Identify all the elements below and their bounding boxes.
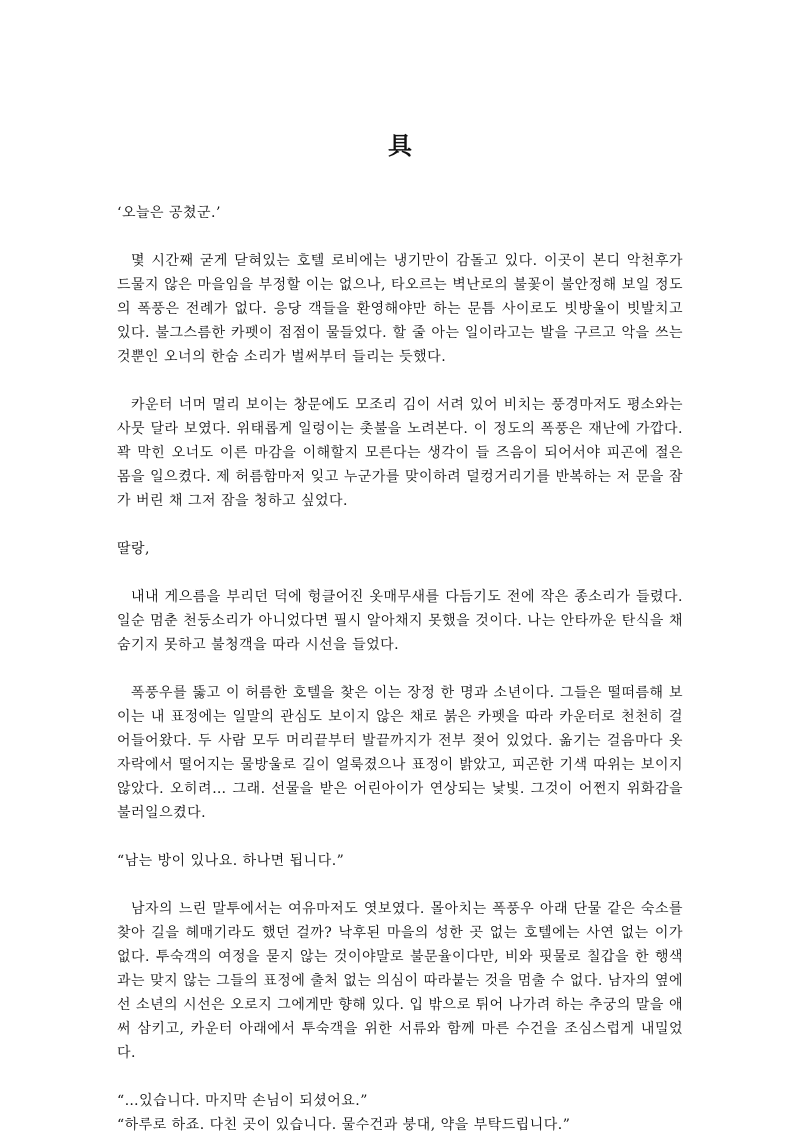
paragraph-lobby: 몇 시간째 굳게 닫혀있는 호텔 로비에는 냉기만이 감돌고 있다. 이곳이 본디 악천후가 드물지 않은 마을임을 부정할 이는 없으나, 타오르는 벽난로의 불꽃이 불안정해 보일 정도의 폭풍은 전례가 없다. 응당 객들을 환영해야만 하는 문틈 사이로도 빗방울이 빗발치고 있다. 불그스름한 카펫이 점점이 물들었다. 할 줄 아는 일이라고는 발을 구르고 악을 쓰는 것뿐인 오너의 한숨 소리가 벌써부터 들리는 듯했다. (117, 253, 683, 365)
paragraph-man: 남자의 느린 말투에서는 여유마저도 엿보였다. 몰아치는 폭풍우 아래 단물 같은 숙소를 찾아 길을 헤매기라도 했던 걸까? 낙후된 마을의 성한 곳 없는 호텔에는 사연 없는 이가 없다. 투숙객의 여정을 묻지 않는 것이야말로 불문율이다만, 비와 핏물로 칠갑을 한 행색과는 맞지 않는 그들의 표정에 출처 없는 의심이 따라붙는 것을 멈출 수 없다. 남자의 옆에 선 소년의 시선은 오로지 그에게만 향해 있다. 입 밖으로 튀어 나가려 하는 추궁의 말을 애써 삼키고, 카운터 아래에서 투숙객을 위한 서류와 함께 마른 수건을 조심스럽게 내밀었다. (117, 901, 683, 1061)
paragraph-dialogue-3: “하루로 하죠. 다친 곳이 있습니다. 물수건과 붕대, 약을 부탁드립니다.” (117, 1117, 571, 1133)
story-body (117, 201, 683, 1137)
page-title: 具 (388, 131, 412, 160)
paragraph-dialogue-2: “…있습니다. 마지막 손님이 되셨어요.” (117, 1093, 368, 1109)
paragraph-visitors: 폭풍우를 뚫고 이 허름한 호텔을 찾은 이는 장정 한 명과 소년이다. 그들은 떨떠름해 보이는 내 표정에는 일말의 관심도 보이지 않은 채로 붉은 카펫을 따라 카운터로 천천히 걸어들어왔다. 두 사람 모두 머리끝부터 발끝까지가 전부 젖어 있었다. 옮기는 걸음마다 옷자락에서 떨어지는 물방울로 길이 얼룩졌으나 표정이 밝았고, 피곤한 기색 따위는 보이지 않았다. 오히려… 그래. 선물을 받은 어린아이가 연상되는 낯빛. 그것이 어쩐지 위화감을 불러일으켰다. (117, 685, 683, 821)
paragraph-dialogue-1: “남는 방이 있나요. 하나면 됩니다.” (117, 853, 345, 869)
paragraph-bell-sound: 내내 게으름을 부리던 덕에 헝클어진 옷매무새를 다듬기도 전에 작은 종소리가 들렸다. 일순 멈춘 천둥소리가 아니었다면 필시 알아채지 못했을 것이다. 나는 안타까운 탄식을 채 숨기지 못하고 불청객을 따라 시선을 들었다. (117, 589, 683, 653)
paragraph-counter: 카운터 너머 멀리 보이는 창문에도 모조리 김이 서려 있어 비치는 풍경마저도 평소와는 사뭇 달라 보였다. 위태롭게 일렁이는 촛불을 노려본다. 이 정도의 폭풍은 재난에 가깝다. 꽉 막힌 오너도 이른 마감을 이해할지 모른다는 생각이 들 즈음이 되어서야 피곤에 절은 몸을 일으켰다. 제 허름함마저 잊고 누군가를 맞이하려 덜컹거리기를 반복하는 저 문을 잠가 버린 채 그저 잠을 청하고 싶었다. (117, 397, 683, 509)
paragraph-monologue: ‘오늘은 공쳤군.’ (117, 205, 221, 221)
paragraph-bell: 딸랑, (117, 541, 150, 557)
